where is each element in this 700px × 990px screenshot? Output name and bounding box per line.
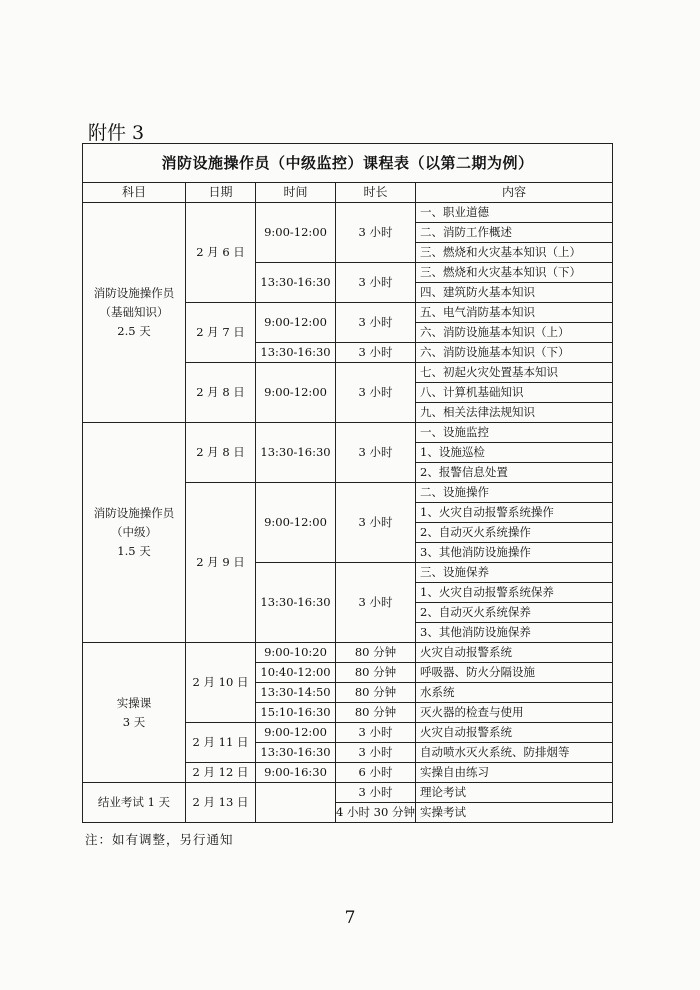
date-cell: 2 月 6 日	[186, 203, 256, 303]
content-cell: 自动喷水灭火系统、防排烟等	[416, 743, 613, 763]
date-cell: 2 月 7 日	[186, 303, 256, 363]
time-cell: 9:00-12:00	[256, 303, 336, 343]
content-cell: 七、初起火灾处置基本知识	[416, 363, 613, 383]
duration-cell: 3 小时	[336, 723, 416, 743]
date-cell: 2 月 11 日	[186, 723, 256, 763]
subject-practical: 实操课 3 天	[83, 643, 186, 783]
content-cell: 1、火灾自动报警系统保养	[416, 583, 613, 603]
table-row	[83, 643, 613, 663]
content-cell: 三、燃烧和火灾基本知识（上）	[416, 243, 613, 263]
content-cell: 三、燃烧和火灾基本知识（下）	[416, 263, 613, 283]
time-cell: 13:30-16:30	[256, 423, 336, 483]
table-row	[83, 423, 613, 443]
content-cell: 二、消防工作概述	[416, 223, 613, 243]
content-cell: 五、电气消防基本知识	[416, 303, 613, 323]
date-cell: 2 月 8 日	[186, 363, 256, 423]
content-cell: 水系统	[416, 683, 613, 703]
content-cell: 八、计算机基础知识	[416, 383, 613, 403]
content-cell: 三、设施保养	[416, 563, 613, 583]
duration-cell: 80 分钟	[336, 683, 416, 703]
course-schedule-table	[82, 143, 613, 823]
duration-cell: 3 小时	[336, 343, 416, 363]
table-row	[83, 203, 613, 223]
content-cell: 灭火器的检查与使用	[416, 703, 613, 723]
duration-cell: 3 小时	[336, 303, 416, 343]
time-cell: 13:30-14:50	[256, 683, 336, 703]
content-cell: 四、建筑防火基本知识	[416, 283, 613, 303]
page-number: 7	[344, 908, 356, 928]
duration-cell: 80 分钟	[336, 703, 416, 723]
header-row	[83, 183, 613, 203]
date-cell: 2 月 13 日	[186, 783, 256, 823]
date-cell: 2 月 10 日	[186, 643, 256, 723]
subject-basic: 消防设施操作员 （基础知识） 2.5 天	[83, 203, 186, 423]
content-cell: 实操考试	[416, 803, 613, 823]
content-cell: 二、设施操作	[416, 483, 613, 503]
header-subject: 科目	[83, 183, 186, 203]
date-cell: 2 月 9 日	[186, 483, 256, 643]
content-cell: 理论考试	[416, 783, 613, 803]
date-cell: 2 月 12 日	[186, 763, 256, 783]
content-cell: 六、消防设施基本知识（上）	[416, 323, 613, 343]
header-content: 内容	[416, 183, 613, 203]
content-cell: 1、火灾自动报警系统操作	[416, 503, 613, 523]
content-cell: 一、设施监控	[416, 423, 613, 443]
content-cell: 3、其他消防设施保养	[416, 623, 613, 643]
content-cell: 一、职业道德	[416, 203, 613, 223]
time-cell: 15:10-16:30	[256, 703, 336, 723]
time-cell: 13:30-16:30	[256, 343, 336, 363]
subject-exam: 结业考试 1 天	[83, 783, 186, 823]
content-cell: 1、设施巡检	[416, 443, 613, 463]
table-title: 消防设施操作员（中级监控）课程表（以第二期为例）	[83, 144, 613, 183]
duration-cell: 80 分钟	[336, 663, 416, 683]
time-cell: 9:00-12:00	[256, 203, 336, 263]
content-cell: 2、报警信息处置	[416, 463, 613, 483]
duration-cell: 3 小时	[336, 483, 416, 563]
content-cell: 呼吸器、防火分隔设施	[416, 663, 613, 683]
attachment-label: 附件 3	[88, 122, 145, 144]
time-cell: 13:30-16:30	[256, 263, 336, 303]
time-cell: 9:00-10:20	[256, 643, 336, 663]
time-cell: 13:30-16:30	[256, 563, 336, 643]
duration-cell: 80 分钟	[336, 643, 416, 663]
content-cell: 3、其他消防设施操作	[416, 543, 613, 563]
content-cell: 实操自由练习	[416, 763, 613, 783]
duration-cell: 3 小时	[336, 363, 416, 423]
header-time: 时间	[256, 183, 336, 203]
time-cell: 9:00-12:00	[256, 483, 336, 563]
duration-cell: 6 小时	[336, 763, 416, 783]
duration-cell: 3 小时	[336, 263, 416, 303]
time-cell: 10:40-12:00	[256, 663, 336, 683]
duration-cell: 3 小时	[336, 563, 416, 643]
content-cell: 火灾自动报警系统	[416, 723, 613, 743]
time-cell: 9:00-16:30	[256, 763, 336, 783]
table-row	[83, 783, 613, 803]
content-cell: 火灾自动报警系统	[416, 643, 613, 663]
time-cell-empty	[256, 783, 336, 823]
duration-cell: 3 小时	[336, 743, 416, 763]
date-cell: 2 月 8 日	[186, 423, 256, 483]
subject-intermediate: 消防设施操作员 （中级） 1.5 天	[83, 423, 186, 643]
content-cell: 2、自动灭火系统保养	[416, 603, 613, 623]
content-cell: 2、自动灭火系统操作	[416, 523, 613, 543]
time-cell: 9:00-12:00	[256, 723, 336, 743]
duration-cell: 3 小时	[336, 783, 416, 803]
header-duration: 时长	[336, 183, 416, 203]
header-date: 日期	[186, 183, 256, 203]
duration-cell: 3 小时	[336, 423, 416, 483]
content-cell: 六、消防设施基本知识（下）	[416, 343, 613, 363]
time-cell: 9:00-12:00	[256, 363, 336, 423]
time-cell: 13:30-16:30	[256, 743, 336, 763]
duration-cell: 3 小时	[336, 203, 416, 263]
footnote: 注：如有调整，另行通知	[85, 832, 234, 847]
content-cell: 九、相关法律法规知识	[416, 403, 613, 423]
duration-cell: 4 小时 30 分钟	[336, 803, 416, 823]
